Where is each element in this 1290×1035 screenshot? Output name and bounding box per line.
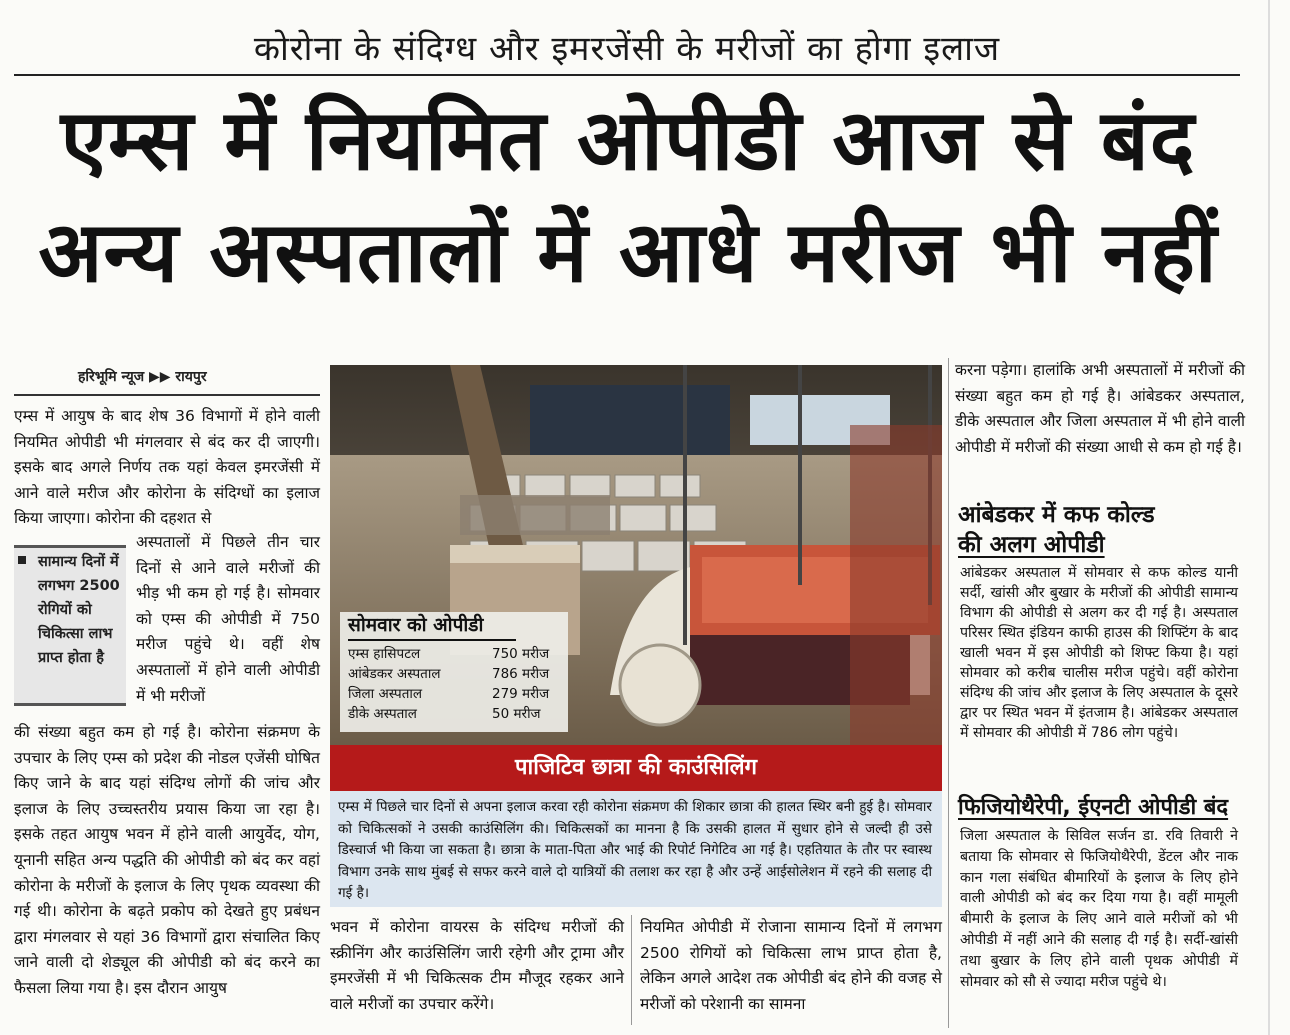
kicker-headline: कोरोना के संदिग्ध और इमरजेंसी के मरीजों का होगा इलाज [14, 24, 1240, 76]
pullquote-text: सामान्य दिनों में लगभग 2500 रोगियों को चिकित्सा लाभ प्राप्त होता है [38, 554, 120, 666]
square-bullet-icon [18, 556, 26, 564]
column1-text-mid [136, 530, 320, 709]
opd-row [348, 664, 562, 684]
column2-text-bottom [330, 915, 624, 1017]
opd-hospital-name: डीके अस्पताल [348, 706, 417, 722]
subhead-ambedkar [958, 500, 1155, 560]
opd-patient-count: 279 मरीज [492, 686, 550, 702]
column4-para-bottom: जिला अस्पताल के सिविल सर्जन डा. रवि तिवारी ने बताया कि सोमवार से फिजियोथैरेपी, डेंटल और नाक कान गला संबंधित बीमारियों के इलाज के लिए होने वाली ओपीडी को बंद कर दिया गया है। वहीं मामूली बीमारी के इलाज के लिए आने वाले मरीजों को भी ओपीडी में नहीं आने की सलाह दी गई है। सर्दी-खांसी तथा बुखार के लिए होने वाली पृथक ओपीडी में सोमवार को सौ से ज्यादा मरीज पहुंचे थे। [960, 828, 1238, 990]
column4-para-top: करना पड़ेगा। हालांकि अभी अस्पतालों में मरीजों की संख्या बहुत कम हो गई है। आंबेडकर अस्पताल, डीके अस्पताल और जिला अस्पताल में भी होने वाली ओपीडी में मरीजों की संख्या आधी से कम हो गई है। [955, 361, 1245, 456]
opd-row [348, 684, 562, 704]
column1-text-bottom [14, 720, 320, 1002]
opd-hospital-name: आंबेडकर अस्पताल [348, 666, 441, 682]
column1-para-bottom: की संख्या बहुत कम हो गई है। कोरोना संक्रमण के उपचार के लिए एम्स को प्रदेश की नोडल एजेंसी घोषित किए जाने के बाद यहां संदिग्ध लोगों की जांच और इलाज के लिए उच्चस्तरीय प्रयास किया जा रहा है। इसके तहत आयुष भवन में होने वाली आयुर्वेद, योग, यूनानी सहित अन्य पद्धति की ओपीडी को बंद कर वहां कोरोना के मरीजों के इलाज के लिए पृथक व्यवस्था की गई थी। कोरोना के बढ़ते प्रकोप को देखते हुए प्रबंधन द्वारा मंगलवार से यहां 36 विभागों द्वारा संचालित किए जाने वाली दो शेड्यूल की ओपीडी को बंद करने का फैसला लिया गया है। इस दौरान आयुष [14, 723, 320, 997]
subhead-ambedkar-line2: की अलग ओपीडी [958, 532, 1105, 558]
opd-stats-title: सोमवार को ओपीडी [348, 612, 516, 641]
sidebar-text: एम्स में पिछले चार दिनों से अपना इलाज करवा रही कोरोना संक्रमण की शिकार छात्रा की हालत स्थिर बनी हुई है। सोमवार को चिकित्सकों ने उसकी काउंसिलिंग की। चिकित्सकों का मानना है कि उसकी हालत में सुधार होने से जल्दी ही उसे डिस्चार्ज भी किया जा सकता है। छात्रा के माता-पिता और भाई की रिपोर्ट निगेटिव आ गई है। एहतियात के तौर पर स्वास्थ विभाग उनके साथ मुंबई से सफर करने वाले दो यात्रियों की तलाश कर रहा है और उन्हें आईसोलेशन में रहने की सलाह दी गई है। [338, 799, 932, 902]
byline: हरिभूमि न्यूज ▶▶ रायपुर [78, 369, 207, 385]
column1-para-mid: अस्पतालों में पिछले तीन चार दिनों से आने वाले मरीजों की भीड़ भी कम हो गई है। सोमवार को एम्स की ओपीडी में 750 मरीज पहुंचे थे। वहीं शेष अस्पतालों में होने वाली ओपीडी में भी मरीजों [136, 533, 320, 705]
column4-text-mid [960, 563, 1238, 743]
sidebar-box [330, 791, 942, 907]
column-divider [631, 915, 632, 1025]
column4-text-top [955, 358, 1245, 460]
subhead-physio: फिजियोथैरेपी, ईएनटी ओपीडी बंद [958, 795, 1229, 820]
column-divider [948, 358, 949, 1028]
main-headline-line2: अन्य अस्पतालों में आधे मरीज भी नहीं [38, 203, 1218, 301]
column4-para-mid: आंबेडकर अस्पताल में सोमवार से कफ कोल्ड यानी सर्दी, खांसी और बुखार के मरीजों की ओपीडी सामान्य विभाग की ओपीडी से अलग कर दी गई है। अस्पताल परिसर स्थित इंडियन काफी हाउस की शिफ्टिंग के बाद खाली भवन में इस ओपीडी को शिफ्ट किया है। यहां सोमवार को करीब चालीस मरीज पहुंचे। वहीं कोरोना संदिग्ध की जांच और इलाज के लिए अस्पताल के दूसरे द्वार पर स्थित भवन में इंतजाम है। आंबेडकर अस्पताल में सोमवार की ओपीडी में 786 लोग पहुंचे। [960, 565, 1238, 741]
sidebar-title: पाजिटिव छात्रा की काउंसिलिंग [330, 745, 942, 791]
column3-text-bottom [640, 915, 942, 1017]
opd-row [348, 704, 562, 724]
opd-stats-box [340, 612, 568, 732]
pullquote-box [14, 545, 126, 706]
opd-hospital-name: एम्स हासिपटल [348, 646, 421, 662]
column2-para: भवन में कोरोना वायरस के संदिग्ध मरीजों की स्क्रीनिंग और काउंसिलिंग जारी रहेगी और ट्रामा और इमरजेंसी में भी चिकित्सक टीम मौजूद रहकर आने वाले मरीजों का उपचार करेंगे। [330, 918, 624, 1013]
column3-para: नियमित ओपीडी में रोजाना सामान्य दिनों में लगभग 2500 रोगियों को चिकित्सा लाभ प्राप्त होता है, लेकिन अगले आदेश तक ओपीडी बंद होने की वजह से मरीजों को परेशानी का सामना [640, 918, 942, 1013]
page-edge-line [1268, 0, 1270, 1035]
opd-patient-count: 786 मरीज [492, 666, 550, 682]
column1-para-top: एम्स में आयुष के बाद शेष 36 विभागों में होने वाली नियमित ओपीडी भी मंगलवार से बंद कर दी जाएगी। इसके बाद अगले निर्णय तक यहां केवल इमरजेंसी में आने वाले मरीज और कोरोना के संदिग्धों का इलाज किया जाएगा। कोरोना की दहशत से [14, 407, 320, 528]
column4-text-bottom [960, 826, 1238, 992]
column1-text-top [14, 404, 320, 532]
opd-row [348, 644, 562, 664]
opd-patient-count: 50 मरीज [492, 706, 541, 722]
byline-rule [14, 394, 320, 396]
opd-hospital-name: जिला अस्पताल [348, 686, 423, 702]
page-edge [1262, 0, 1290, 1035]
main-headline-line1: एम्स में नियमित ओपीडी आज से बंद [60, 91, 1196, 189]
subhead-ambedkar-line1: आंबेडकर में कफ कोल्ड [958, 502, 1155, 528]
opd-patient-count: 750 मरीज [492, 646, 550, 662]
